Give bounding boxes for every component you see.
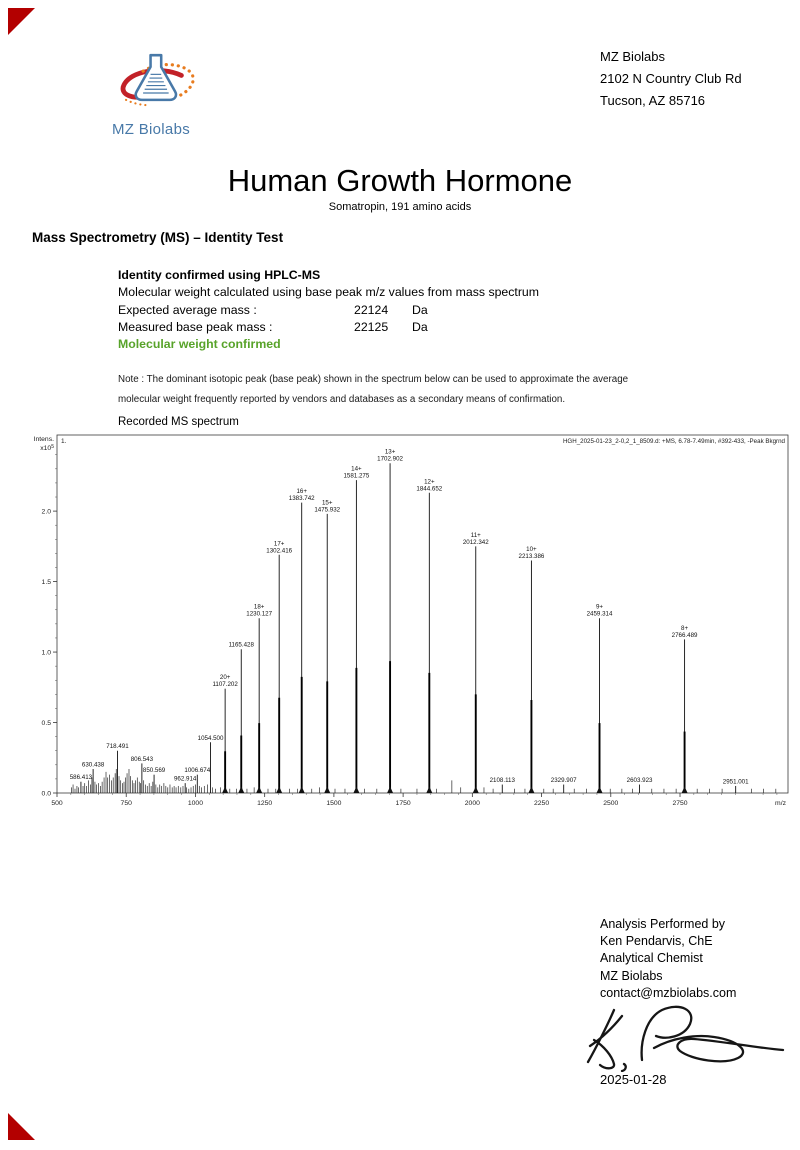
note-line: molecular weight frequently reported by vendors and databases as a secondary means of confirmation. bbox=[118, 393, 566, 405]
svg-text:1107.202: 1107.202 bbox=[212, 681, 238, 689]
svg-text:962.914: 962.914 bbox=[173, 775, 197, 783]
svg-text:1230.127: 1230.127 bbox=[246, 610, 273, 618]
note-line: Note : The dominant isotopic peak (base peak) shown in the spectrum below can be used to approximate the average bbox=[118, 374, 629, 385]
svg-text:586.413: 586.413 bbox=[69, 774, 93, 782]
svg-text:2329.907: 2329.907 bbox=[550, 777, 577, 785]
expected-mass-unit: Da bbox=[412, 302, 428, 317]
svg-text:17+: 17+ bbox=[273, 540, 285, 548]
method-line: Molecular weight calculated using base peak m/z values from mass spectrum bbox=[118, 285, 540, 300]
note-text bbox=[118, 370, 628, 409]
svg-text:1581.275: 1581.275 bbox=[343, 472, 370, 480]
svg-text:1383.742: 1383.742 bbox=[288, 495, 315, 503]
svg-text:8+: 8+ bbox=[681, 624, 689, 632]
svg-text:1054.500: 1054.500 bbox=[197, 734, 224, 742]
expected-mass-value: 22124 bbox=[354, 302, 389, 317]
analyst-title: Analytical Chemist bbox=[600, 951, 703, 966]
address-line: Tucson, AZ 85716 bbox=[600, 93, 706, 108]
confirmation-status: Molecular weight confirmed bbox=[118, 337, 281, 352]
svg-text:1250: 1250 bbox=[257, 800, 273, 807]
svg-text:15+: 15+ bbox=[321, 499, 333, 507]
spectrum-caption: Recorded MS spectrum bbox=[118, 416, 239, 428]
page-title: Human Growth Hormone bbox=[227, 163, 573, 198]
svg-text:16+: 16+ bbox=[296, 488, 307, 496]
page-subtitle: Somatropin, 191 amino acids bbox=[328, 201, 472, 213]
company-address bbox=[600, 46, 742, 112]
svg-text:2012.342: 2012.342 bbox=[462, 538, 489, 546]
svg-text:1844.652: 1844.652 bbox=[416, 485, 443, 493]
svg-text:1475.932: 1475.932 bbox=[314, 506, 341, 514]
svg-text:2108.113: 2108.113 bbox=[489, 777, 515, 785]
measured-mass-unit: Da bbox=[412, 319, 428, 334]
svg-text:1750: 1750 bbox=[395, 800, 411, 807]
measured-mass-value: 22125 bbox=[354, 319, 389, 334]
svg-text:x105: $x10^5$ bbox=[40, 443, 54, 452]
svg-text:806.543: 806.543 bbox=[130, 755, 154, 763]
expected-mass-row bbox=[118, 302, 539, 319]
svg-text:13+: 13+ bbox=[384, 448, 396, 456]
svg-text:2459.314: 2459.314 bbox=[586, 610, 613, 618]
corner-mark-top-icon bbox=[8, 8, 35, 35]
svg-text:2951.001: 2951.001 bbox=[722, 778, 749, 786]
svg-text:HGH_2025-01-23_2-0,2_1_8509.d:: HGH_2025-01-23_2-0,2_1_8509.d: +MS, 6.78-7.49min, #392-433, -Peak Bkgrnd bbox=[562, 438, 785, 445]
svg-text:14+: 14+ bbox=[351, 465, 362, 473]
svg-text:m/z: m/z bbox=[775, 800, 786, 807]
identity-results-block bbox=[118, 267, 539, 353]
svg-text:1500: 1500 bbox=[326, 800, 342, 807]
svg-text:11+: 11+ bbox=[470, 531, 481, 539]
svg-text:0.0: 0.0 bbox=[41, 790, 51, 798]
svg-text:9+: 9+ bbox=[595, 603, 604, 611]
svg-text:500: 500 bbox=[51, 800, 63, 807]
svg-text:2500: 2500 bbox=[603, 800, 619, 807]
measured-mass-label: Measured base peak mass : bbox=[118, 319, 273, 334]
svg-text:718.491: 718.491 bbox=[106, 743, 129, 751]
analyst-name: Ken Pendarvis, ChE bbox=[600, 934, 713, 949]
svg-text:1.5: 1.5 bbox=[41, 578, 51, 586]
address-line: 2102 N Country Club Rd bbox=[600, 71, 742, 86]
ms-spectrum-chart bbox=[24, 430, 794, 810]
svg-text:Intens.: Intens. bbox=[33, 436, 54, 443]
svg-text:2250: 2250 bbox=[534, 800, 550, 807]
svg-text:850.569: 850.569 bbox=[142, 767, 166, 775]
svg-text:2000: 2000 bbox=[464, 800, 480, 807]
svg-text:2.0: 2.0 bbox=[41, 508, 51, 516]
svg-text:18+: 18+ bbox=[253, 603, 265, 611]
address-line: MZ Biolabs bbox=[600, 49, 666, 64]
svg-text:1.: 1. bbox=[61, 438, 67, 445]
svg-text:630.438: 630.438 bbox=[81, 761, 105, 769]
report-date: 2025-01-28 bbox=[600, 1072, 667, 1087]
identity-confirmed-line: Identity confirmed using HPLC-MS bbox=[118, 268, 321, 282]
signature bbox=[578, 1000, 793, 1072]
svg-text:1000: 1000 bbox=[187, 800, 204, 807]
svg-text:1165.428: 1165.428 bbox=[228, 641, 254, 649]
analyst-line: Analysis Performed by bbox=[600, 917, 726, 931]
measured-mass-row bbox=[118, 319, 539, 336]
svg-text:1006.674: 1006.674 bbox=[184, 767, 211, 775]
ms-spectrum-plot bbox=[24, 430, 794, 810]
expected-mass-label: Expected average mass : bbox=[118, 302, 257, 317]
flask-logo-icon bbox=[110, 52, 206, 118]
section-heading: Mass Spectrometry (MS) – Identity Test bbox=[32, 230, 284, 245]
svg-text:2766.489: 2766.489 bbox=[671, 631, 698, 639]
svg-text:2750: 2750 bbox=[672, 800, 688, 807]
contact-email: contact@mzbiolabs.com bbox=[600, 985, 737, 1000]
logo-wordmark: MZ Biolabs bbox=[112, 121, 191, 138]
analyst-company: MZ Biolabs bbox=[600, 968, 663, 983]
svg-text:2603.923: 2603.923 bbox=[626, 777, 653, 785]
svg-text:0.5: 0.5 bbox=[41, 719, 51, 727]
svg-text:1702.902: 1702.902 bbox=[377, 455, 403, 463]
svg-text:20+: 20+ bbox=[219, 674, 231, 682]
svg-text:2213.386: 2213.386 bbox=[518, 552, 545, 560]
svg-text:1302.416: 1302.416 bbox=[266, 547, 293, 555]
corner-mark-bottom-icon bbox=[8, 1113, 35, 1140]
svg-text:1.0: 1.0 bbox=[41, 649, 51, 657]
svg-text:12+: 12+ bbox=[424, 478, 435, 486]
company-logo bbox=[110, 52, 206, 123]
svg-text:750: 750 bbox=[120, 800, 132, 807]
analyst-block bbox=[600, 916, 736, 1002]
svg-text:10+: 10+ bbox=[526, 545, 537, 553]
